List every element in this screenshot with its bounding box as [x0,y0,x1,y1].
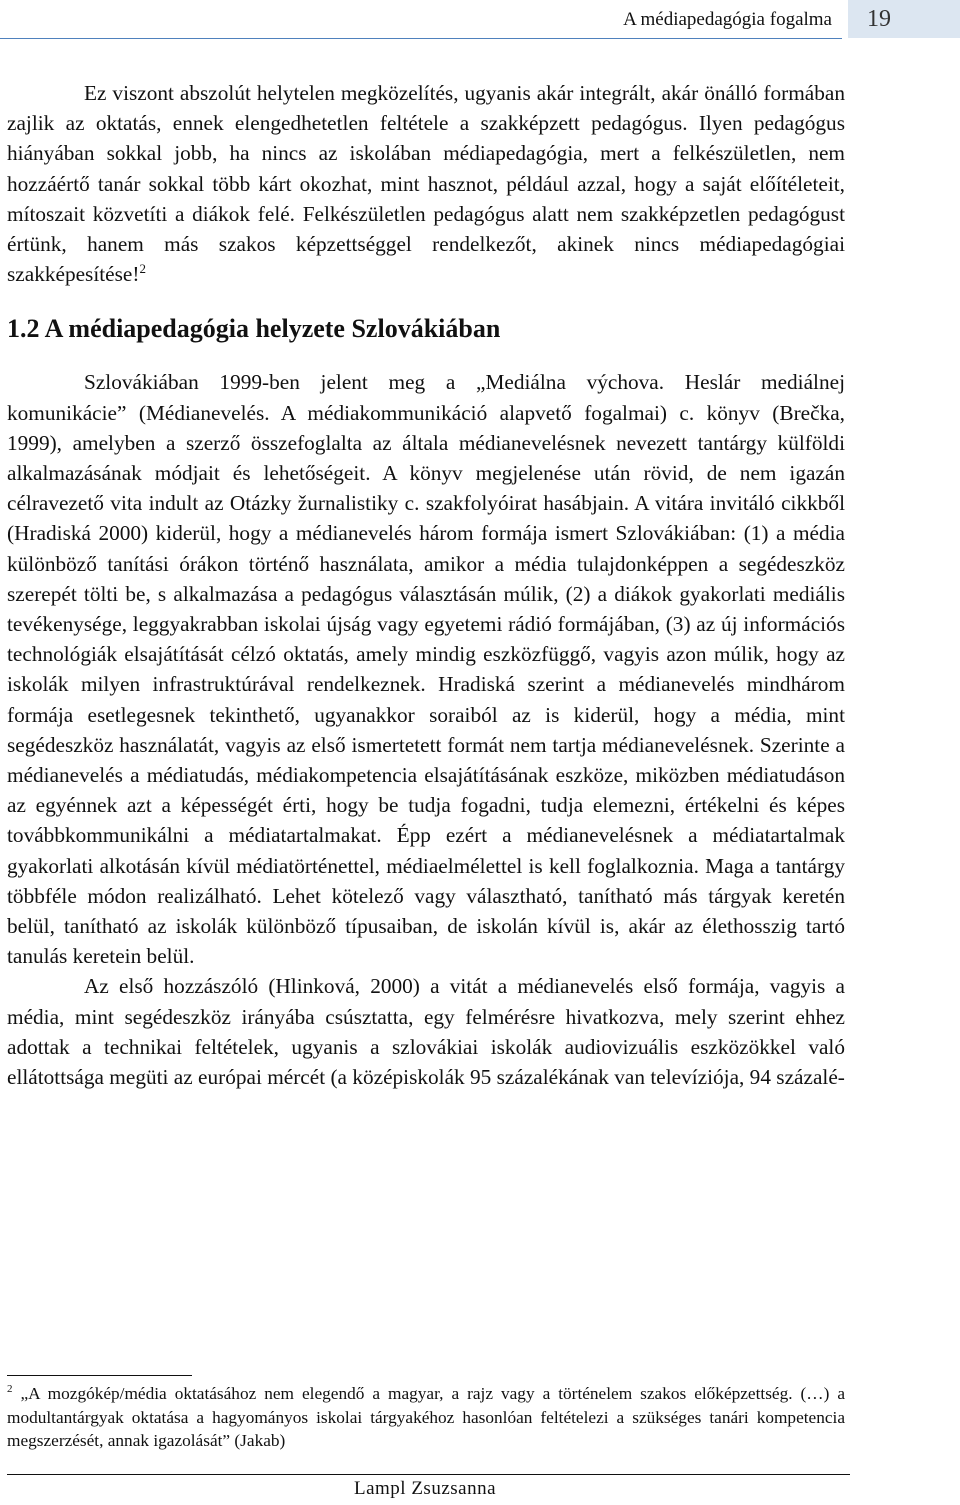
paragraph-intro [7,78,845,289]
paragraph-intro-text: Ez viszont abszolút helytelen megközelítés, ugyanis akár integrált, akár önálló formában zajlik az oktatás, ennek elengedhetetlen feltétele a szakképzett pedagógus. Ilyen pedagógus hiányában sokkal jobb, ha nincs az iskolában médiapedagógia, mert a felkészületlen, nem hozzáértő tanár sokkal több kárt okozhat, mint hasznot, például azzal, hogy a saját előítéleteit, mítoszait közvetíti a diákok felé. Felkészületlen pedagógus alatt nem szakképzetlen pedagógust értünk, hanem más szakos képzettséggel rendelkezőt, akinek nincs médiapedagógiai szakképesítése! [7,81,845,287]
footer-author: Lampl Zsuzsanna [353,1478,497,1499]
header-rule [0,38,842,39]
paragraph-situation: Szlovákiában 1999-ben jelent meg a „Mediálna výchova. Heslár mediálnej komunikácie” (Médianevelés. A médiakommunikáció alapvető fogalmai) c. könyv (Brečka, 1999), amelyben a szerző összefoglalta az általa médianevelésnek nevezett tantárgy külföldi alkalmazásának módjait és lehetőségeit. A könyv megjelenése után rövid, de nem igazán célravezető vita indult az Otázky žurnalistiky c. szakfolyóirat hasábjain. A vitára invitáló cikkből (Hradiská 2000) kiderül, hogy a médianevelés három formája ismert Szlovákiában: (1) a média különböző tanítási órákon történő használata, amikor a média tulajdonképpen a segédeszköz szerepét tölti be, s alkalmazása a pedagógus választásán múlik, (2) a diákok gyakorlati mediális tevékenysége, leggyakrabban iskolai újság vagy egyetemi rádió formájában, (3) az új információs technológiák elsajátítását célzó oktatás, amely mindig eszközfüggő, vagyis azon múlik, hogy az iskolák milyen infrastruktúrával rendelkeznek. Hradiská szerint a médianevelés mindhárom formája esetlegesnek tekinthető, ugyanakkor soraiból az is kiderül, hogy a média, mint segédeszköz használatát, vagyis az első ismertetett formát nem tartja médianevelésnek. Szerinte a médianevelés a médiatudás, médiakompetencia elsajátításának eszköze, miközben médiatudáson az egyénnek azt a képességét érti, hogy be tudja fogadni, tudja elemezni, értékelni és képes továbbkommunikálni a médiatartalmakat. Épp ezért a médianevelésnek a médiatartalmak gyakorlati alkotásán kívül médiatörténettel, médiaelmélettel is kell foglalkoznia. Maga a tantárgy többféle módon realizálható. Lehet kötelező vagy választható, tanítható más tárgyak keretén belül, tanítható az iskolák különböző típusaiban, de iskolán kívül is, akár az élethosszig tartó tanulás keretein belül. [7,370,845,969]
page-header [0,0,960,48]
section-heading: 1.2 A médiapedagógia helyzete Szlovákiában [7,314,501,344]
footnote [7,1382,845,1453]
footnote-separator [7,1375,192,1376]
paragraph-first-commenter: Az első hozzászóló (Hlinková, 2000) a vitát a médianevelés első formája, vagyis a média, mint segédeszköz irányába csúsztatta, egy felmérésre hivatkozva, mely szerint ehhez adottak a technikai feltételek, ugyanis a szlovákiai iskolák audiovizuális eszközökkel való ellátottsága megüti az európai mércét (a középiskolák 95 százalékának van televíziója, 94 százalé- [7,974,845,1090]
page-number-box [848,0,960,38]
running-title: A médiapedagógia fogalma [623,9,832,30]
main-content [7,78,845,1092]
footnote-marker: 2 [7,1383,13,1396]
footer-rule [7,1474,850,1475]
footnote-reference[interactable]: 2 [139,261,146,277]
page-number: 19 [867,5,891,32]
footnote-text: „A mozgókép/média oktatásához nem elegendő a magyar, a rajz vagy a történelem szakos előképzettség. (…) a modultantárgyak oktatása a hagyományos iskolai tárgyakéhoz hasonlóan feltételezi a szükséges tanári kompetencia megszerzését, annak igazolását” (Jakab) [7,1384,845,1451]
